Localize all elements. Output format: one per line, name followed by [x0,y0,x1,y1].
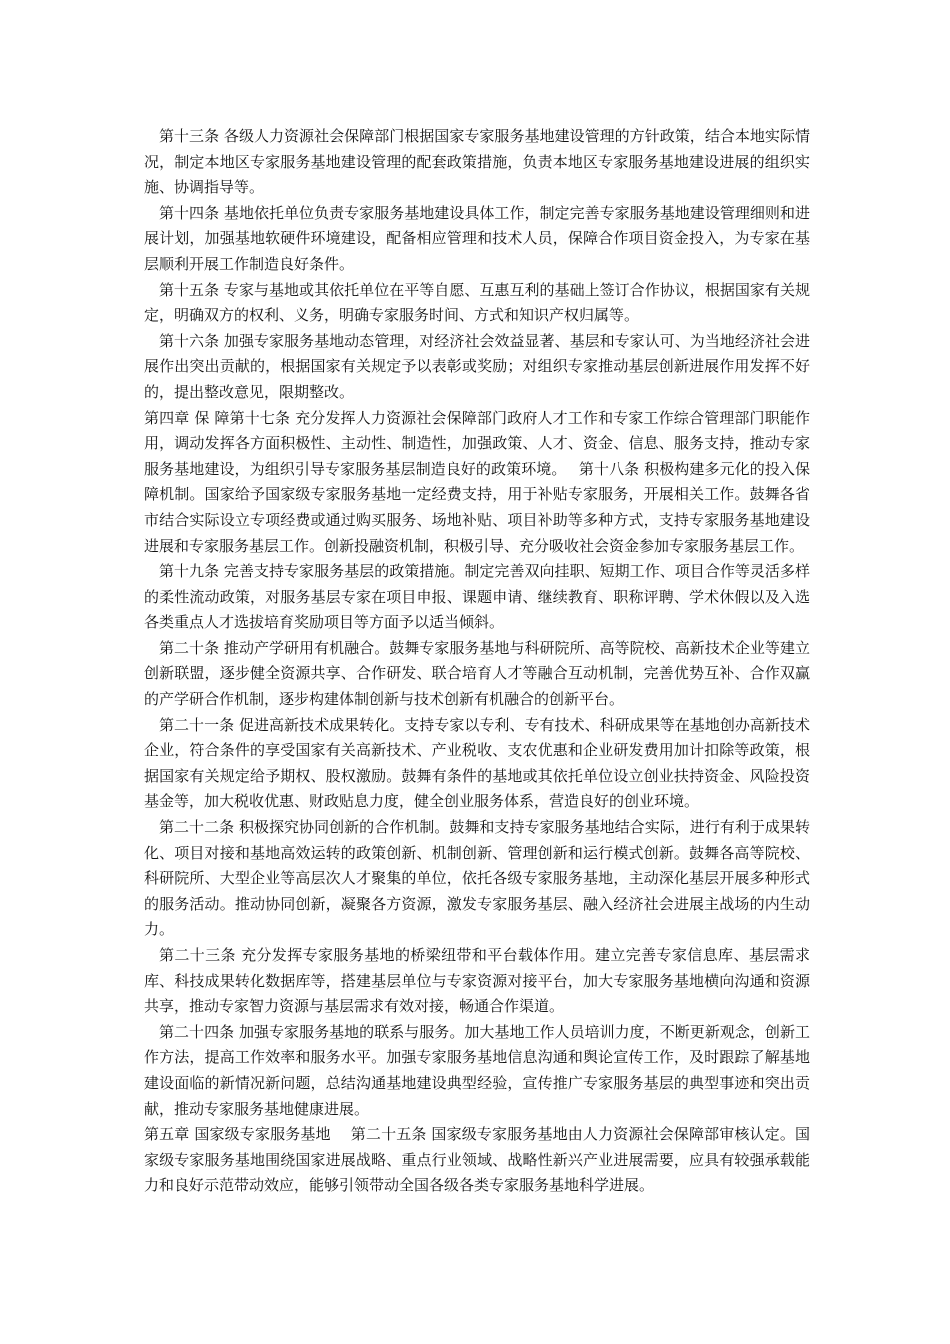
paragraph-article-16: 第十六条 加强专家服务基地动态管理，对经济社会效益显著、基层和专家认可、为当地经济社会进展作出突出贡献的，根据国家有关规定予以表彰或奖励；对组织专家推动基层创新进展作用发挥不好的，提出整改意见，限期整改。 [144,331,810,401]
paragraph-article-21: 第二十一条 促进高新技术成果转化。支持专家以专利、专有技术、科研成果等在基地创办高新技术企业，符合条件的享受国家有关高新技术、产业税收、支农优惠和企业研发费用加计扣除等政策，根据国家有关规定给予期权、股权激励。鼓舞有条件的基地或其依托单位设立创业扶持资金、风险投资基金等，加大税收优惠、财政贴息力度，健全创业服务体系，营造良好的创业环境。 [144,715,810,811]
paragraph-article-13: 第十三条 各级人力资源社会保障部门根据国家专家服务基地建设管理的方针政策，结合本地实际情况，制定本地区专家服务基地建设管理的配套政策措施，负责本地区专家服务基地建设进展的组织实施、协调指导等。 [144,127,810,197]
document-page [144,124,810,1199]
paragraph-chapter-5-article-25: 第五章 国家级专家服务基地 第二十五条 国家级专家服务基地由人力资源社会保障部审核认定。国家级专家服务基地围绕国家进展战略、重点行业领域、战略性新兴产业进展需要，应具有较强承载能力和良好示范带动效应，能够引领带动全国各级各类专家服务基地科学进展。 [144,1125,810,1195]
paragraph-chapter-4-articles-17-18: 第四章 保 障第十七条 充分发挥人力资源社会保障部门政府人才工作和专家工作综合管理部门职能作用，调动发挥各方面积极性、主动性、制造性，加强政策、人才、资金、信息、服务支持，推动专家服务基地建设，为组织引导专家服务基层制造良好的政策环境。 第十八条 积极构建多元化的投入保障机制。国家给予国家级专家服务基地一定经费支持，用于补贴专家服务，开展相关工作。鼓舞各省市结合实际设立专项经费或通过购买服务、场地补贴、项目补助等多种方式，支持专家服务基地建设进展和专家服务基层工作。创新投融资机制，积极引导、充分吸收社会资金参加专家服务基层工作。 [144,408,810,555]
paragraph-article-20: 第二十条 推动产学研用有机融合。鼓舞专家服务基地与科研院所、高等院校、高新技术企业等建立创新联盟，逐步健全资源共享、合作研发、联合培育人才等融合互动机制，完善优势互补、合作双赢的产学研合作机制，逐步构建体制创新与技术创新有机融合的创新平台。 [144,638,810,709]
paragraph-article-15: 第十五条 专家与基地或其依托单位在平等自愿、互惠互利的基础上签订合作协议，根据国家有关规定，明确双方的权利、义务，明确专家服务时间、方式和知识产权归属等。 [144,280,810,325]
paragraph-article-22: 第二十二条 积极探究协同创新的合作机制。鼓舞和支持专家服务基地结合实际，进行有利于成果转化、项目对接和基地高效运转的政策创新、机制创新、管理创新和运行模式创新。鼓舞各高等院校、科研院所、大型企业等高层次人才聚集的单位，依托各级专家服务基地，主动深化基层开展多种形式的服务活动。推动协同创新，凝聚各方资源，激发专家服务基层、融入经济社会进展主战场的内生动力。 [144,818,810,939]
paragraph-article-14: 第十四条 基地依托单位负责专家服务基地建设具体工作，制定完善专家服务基地建设管理细则和进展计划，加强基地软硬件环境建设，配备相应管理和技术人员，保障合作项目资金投入，为专家在基层顺利开展工作制造良好条件。 [144,203,810,273]
paragraph-article-24: 第二十四条 加强专家服务基地的联系与服务。加大基地工作人员培训力度，不断更新观念，创新工作方法，提高工作效率和服务水平。加强专家服务基地信息沟通和舆论宣传工作，及时跟踪了解基地建设面临的新情况新问题，总结沟通基地建设典型经验，宣传推广专家服务基层的典型事迹和突出贡献，推动专家服务基地健康进展。 [144,1022,810,1118]
paragraph-article-23: 第二十三条 充分发挥专家服务基地的桥梁纽带和平台载体作用。建立完善专家信息库、基层需求库、科技成果转化数据库等，搭建基层单位与专家资源对接平台，加大专家服务基地横向沟通和资源共享，推动专家智力资源与基层需求有效对接，畅通合作渠道。 [144,946,810,1016]
paragraph-article-19: 第十九条 完善支持专家服务基层的政策措施。制定完善双向挂职、短期工作、项目合作等灵活多样的柔性流动政策，对服务基层专家在项目申报、课题申请、继续教育、职称评聘、学术休假以及入选各类重点人才选拔培育奖励项目等方面予以适当倾斜。 [144,562,810,632]
